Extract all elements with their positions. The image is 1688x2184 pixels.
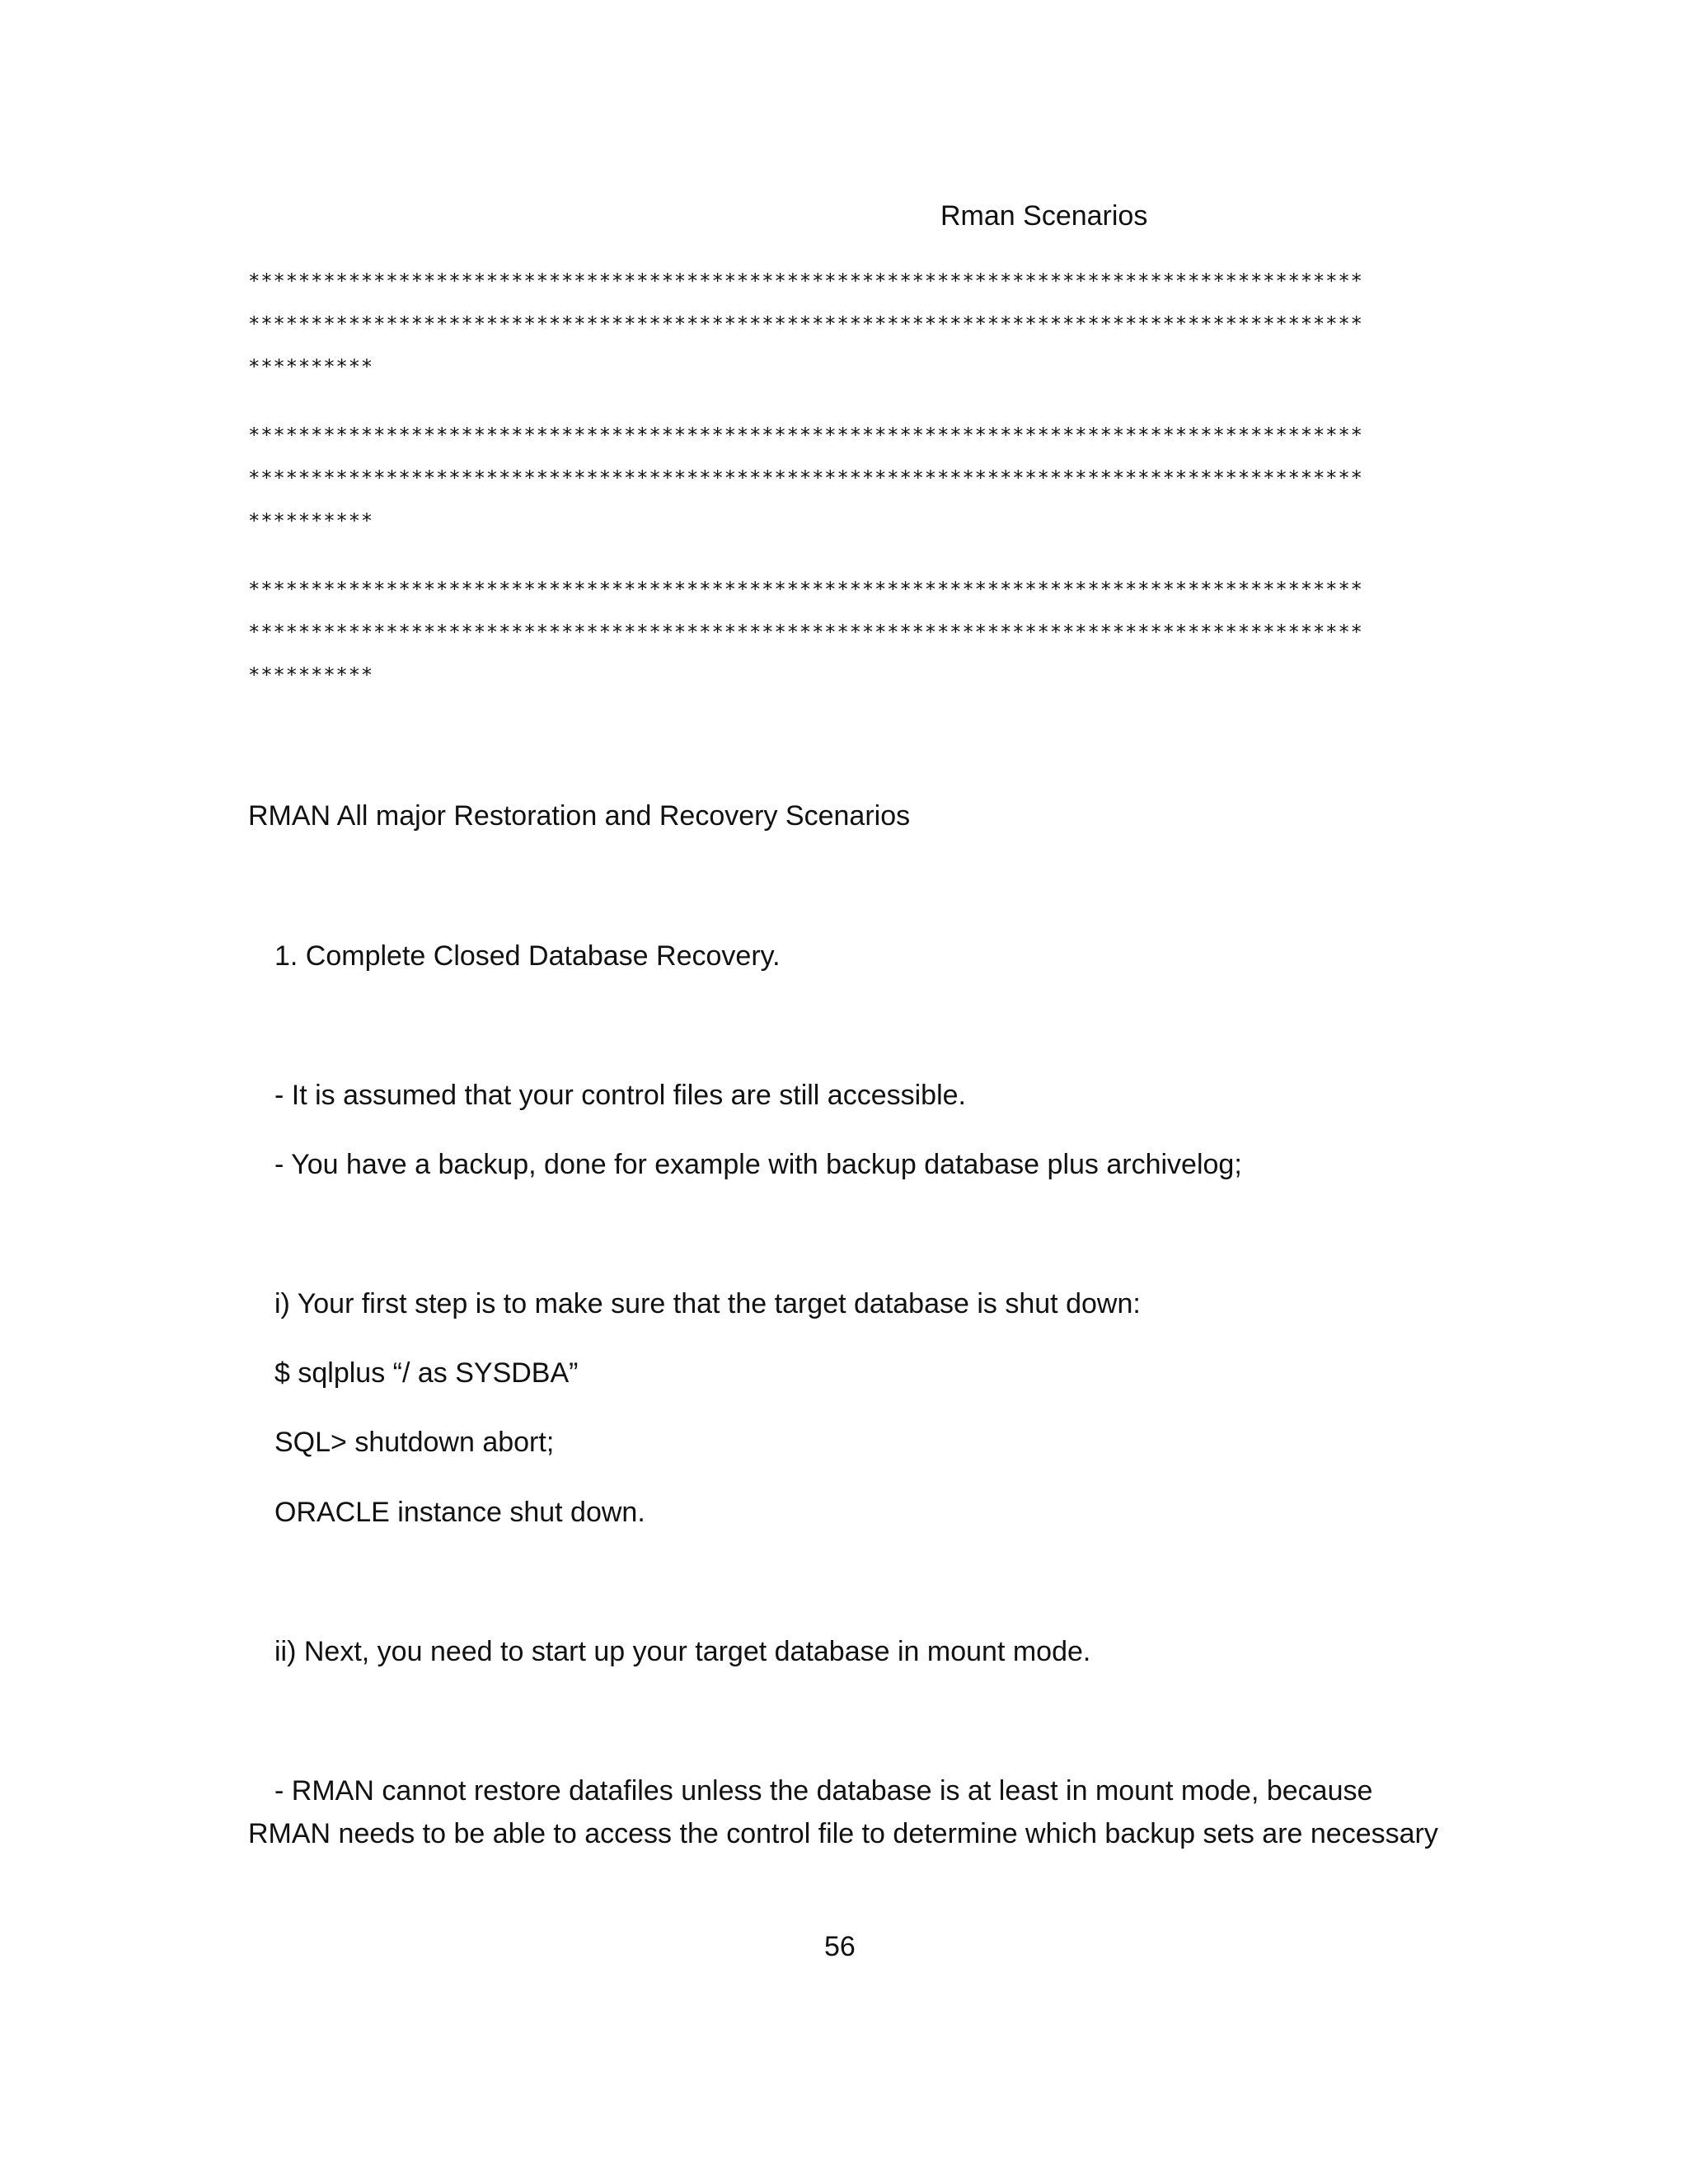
note-paragraph-line: - RMAN cannot restore datafiles unless the database is at least in mount mode, because bbox=[274, 1775, 1373, 1807]
assumption-item: - It is assumed that your control files are still accessible. bbox=[274, 1080, 966, 1111]
step-instruction: ii) Next, you need to start up your target database in mount mode. bbox=[274, 1636, 1091, 1667]
document-heading: RMAN All major Restoration and Recovery Scenarios bbox=[248, 800, 911, 832]
star-divider-line: ********** bbox=[248, 509, 373, 532]
assumption-item: - You have a backup, done for example with backup database plus archivelog; bbox=[274, 1149, 1242, 1180]
section-title: 1. Complete Closed Database Recovery. bbox=[274, 940, 781, 972]
star-divider-line: ***************************************************************************************** bbox=[248, 312, 1363, 335]
star-divider-line: ***************************************************************************************** bbox=[248, 466, 1363, 490]
star-divider-line: ***************************************************************************************** bbox=[248, 578, 1363, 601]
note-paragraph-line: RMAN needs to be able to access the control file to determine which backup sets are necessary bbox=[248, 1818, 1438, 1849]
running-header: Rman Scenarios bbox=[940, 200, 1148, 232]
star-divider-line: ***************************************************************************************** bbox=[248, 424, 1363, 447]
star-divider-line: ********** bbox=[248, 663, 373, 687]
command-output: ORACLE instance shut down. bbox=[274, 1497, 645, 1528]
command-line: SQL> shutdown abort; bbox=[274, 1427, 555, 1458]
command-line: $ sqlplus “/ as SYSDBA” bbox=[274, 1357, 579, 1389]
star-divider-line: ********** bbox=[248, 355, 373, 378]
star-divider-line: ***************************************************************************************** bbox=[248, 269, 1363, 293]
page-number: 56 bbox=[824, 1931, 856, 1962]
step-instruction: i) Your first step is to make sure that the target database is shut down: bbox=[274, 1288, 1141, 1319]
star-divider-line: ***************************************************************************************** bbox=[248, 621, 1363, 644]
